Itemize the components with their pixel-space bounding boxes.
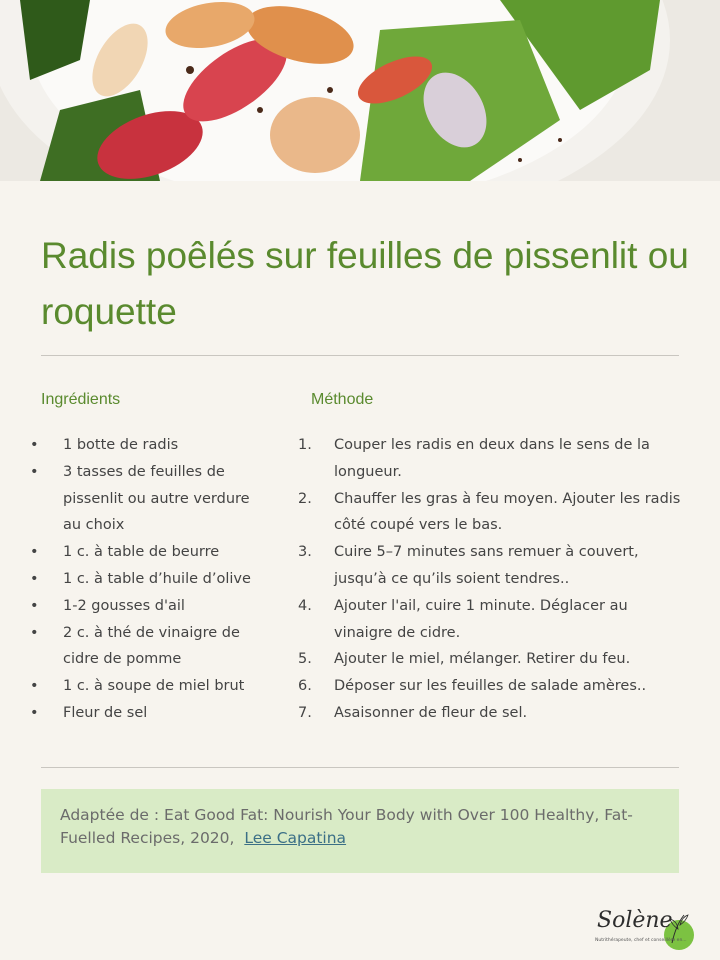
list-item [30,673,270,700]
bullet: • [30,437,39,453]
step-text: Cuire 5–7 minutes sans remuer à couvert, jusqu’à ce qu’ils soient tendres.. [334,544,639,587]
step-text: Chauffer les gras à feu moyen. Ajouter les radis côté coupé vers le bas. [334,490,681,534]
step-text: Déposer sur les feuilles de salade amères.. [334,678,647,695]
ingredient-text: 1 c. à table d’huile d’olive [63,570,251,587]
list-item [298,432,688,486]
divider-top [41,355,679,356]
step-text: Couper les radis en deux dans le sens de la longueur. [334,437,650,480]
bullet: • [30,463,39,480]
source-text: Adaptée de : Eat Good Fat: Nourish Your Body with Over 100 Healthy, Fat-Fuelled Recipes, 2020, [60,806,633,847]
step-number: 6. [298,678,312,695]
bullet: • [30,678,39,695]
list-item [30,432,270,459]
ingredient-text: 1 c. à table de beurre [63,544,220,561]
list-item [298,539,688,593]
list-item [298,700,688,727]
ingredient-text: 2 c. à thé de vinaigre de cidre de pomme [63,624,240,668]
step-text: Asaisonner de fleur de sel. [334,704,528,721]
list-item [30,620,270,674]
list-item [30,566,270,593]
brand-logo [592,905,702,953]
recipe-title: Radis poêlés sur feuilles de pissenlit ou roquette [41,235,689,332]
step-number: 2. [298,490,312,507]
logo-tagline: Nutrithérapeute, chef et conseillère en... [595,938,687,943]
bullet: • [30,704,39,721]
bullet: • [30,624,39,641]
list-item [298,646,688,673]
divider-bottom [41,767,679,768]
author-link[interactable]: Lee Capatina [244,829,347,847]
step-number: 7. [298,704,312,721]
ingredient-text: Fleur de sel [63,704,148,721]
ingredient-text: 1 botte de radis [63,437,179,453]
ingredients-heading: Ingrédients [41,391,121,408]
list-item [30,539,270,566]
step-number: 1. [298,437,312,453]
hero-photo [0,0,720,181]
bullet: • [30,597,39,614]
source-box [41,789,679,873]
list-item [30,593,270,620]
list-item [30,459,270,539]
step-number: 5. [298,651,312,668]
list-item [30,700,270,727]
bullet: • [30,570,39,587]
step-text: Ajouter l'ail, cuire 1 minute. Déglacer au vinaigre de cidre. [334,597,628,641]
list-item [298,486,688,540]
method-list [298,432,688,727]
logo-wordmark: Solène [597,908,673,933]
ingredient-text: 1-2 gousses d'ail [63,597,185,614]
list-item [298,593,688,647]
ingredient-text: 1 c. à soupe de miel brut [63,678,245,695]
step-number: 4. [298,597,312,614]
ingredients-list [30,432,270,727]
list-item [298,673,688,700]
ingredient-text: 3 tasses de feuilles de pissenlit ou autre verdure au choix [63,463,250,534]
step-text: Ajouter le miel, mélanger. Retirer du feu. [334,651,631,668]
step-number: 3. [298,544,312,561]
method-heading: Méthode [311,391,374,408]
bullet: • [30,544,39,561]
